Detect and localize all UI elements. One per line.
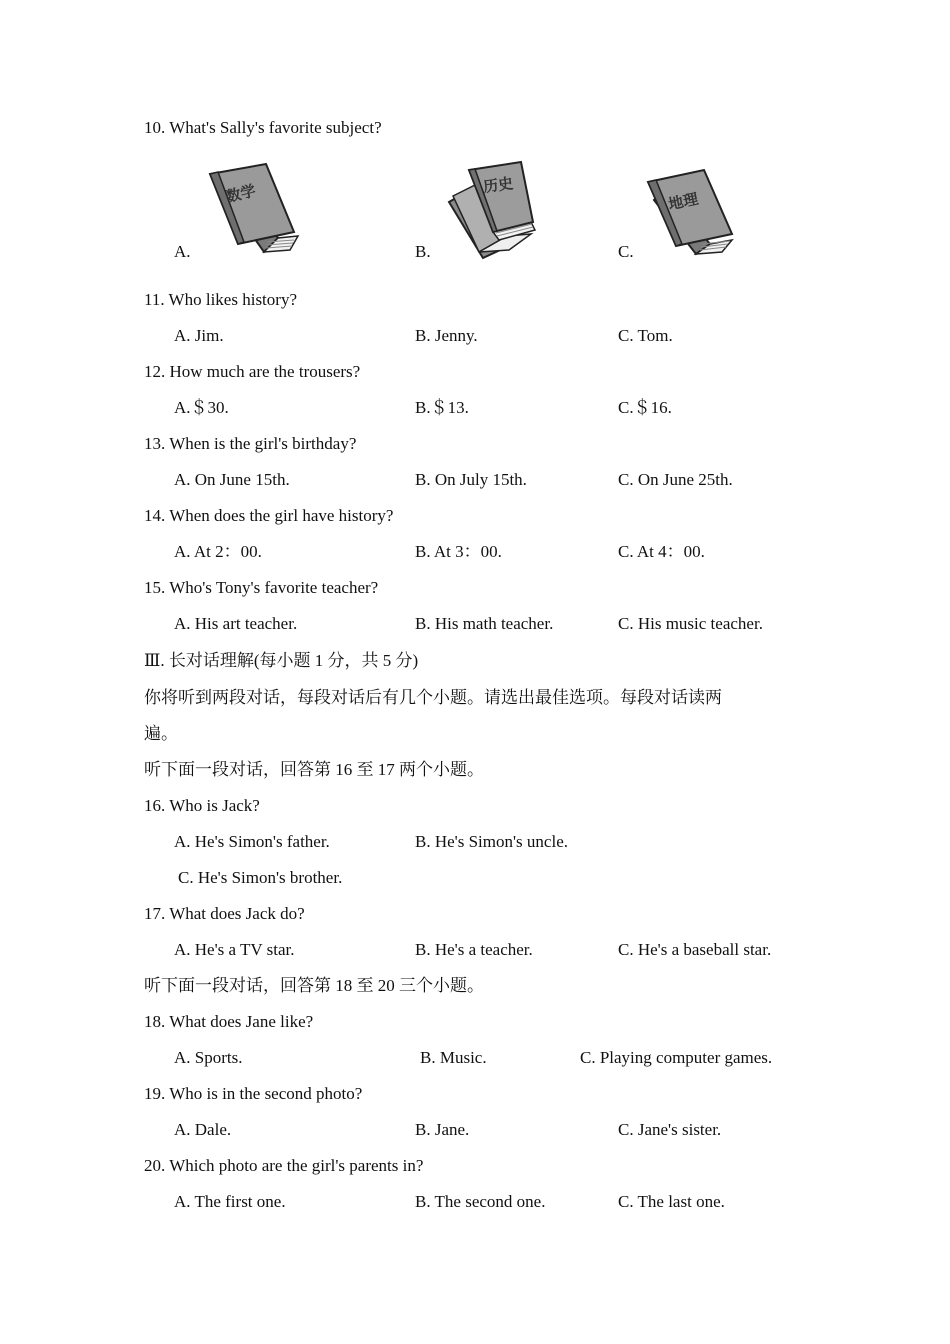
q16-option-c[interactable]: C. He's Simon's brother. [178, 868, 343, 887]
q11-option-b[interactable]: B. Jenny. [415, 326, 478, 345]
q12-option-a[interactable]: A.＄30. [174, 398, 229, 417]
dialog-2-intro: 听下面一段对话，回答第 18 至 20 三个小题。 [144, 976, 484, 995]
section-3-heading: Ⅲ. 长对话理解(每小题 1 分，共 5 分) [144, 651, 419, 670]
q16-option-b[interactable]: B. He's Simon's uncle. [415, 832, 568, 851]
q10-option-b-letter: B. [415, 242, 431, 261]
q20-option-a[interactable]: A. The first one. [174, 1192, 286, 1211]
question-16-stem: 16. Who is Jack? [144, 796, 260, 815]
q10-option-c-letter: C. [618, 242, 634, 261]
question-10-stem: 10. What's Sally's favorite subject? [144, 118, 382, 137]
math-book-label: 数学 [224, 181, 258, 207]
q18-option-b[interactable]: B. Music. [420, 1048, 487, 1067]
q20-option-b[interactable]: B. The second one. [415, 1192, 546, 1211]
geography-book-icon [644, 160, 744, 260]
q14-option-b[interactable]: B. At 3：00. [415, 542, 502, 561]
section-3-instruction-line2: 遍。 [144, 724, 178, 743]
q15-option-a[interactable]: A. His art teacher. [174, 614, 298, 633]
question-20-stem: 20. Which photo are the girl's parents in? [144, 1156, 424, 1175]
q19-option-b[interactable]: B. Jane. [415, 1120, 470, 1139]
q17-option-c[interactable]: C. He's a baseball star. [618, 940, 772, 959]
math-book-icon [204, 160, 304, 260]
q18-option-a[interactable]: A. Sports. [174, 1048, 243, 1067]
q16-option-a[interactable]: A. He's Simon's father. [174, 832, 330, 851]
q10-option-b[interactable] [415, 160, 555, 268]
q13-option-c[interactable]: C. On June 25th. [618, 470, 733, 489]
q13-option-a[interactable]: A. On June 15th. [174, 470, 290, 489]
history-books-icon [447, 160, 547, 260]
question-11-stem: 11. Who likes history? [144, 290, 297, 309]
q17-option-b[interactable]: B. He's a teacher. [415, 940, 533, 959]
q18-option-c[interactable]: C. Playing computer games. [580, 1048, 773, 1067]
q12-option-c[interactable]: C.＄16. [618, 398, 672, 417]
q11-option-c[interactable]: C. Tom. [618, 326, 673, 345]
q17-option-a[interactable]: A. He's a TV star. [174, 940, 295, 959]
question-12-stem: 12. How much are the trousers? [144, 362, 361, 381]
q12-option-b[interactable]: B.＄13. [415, 398, 469, 417]
q13-option-b[interactable]: B. On July 15th. [415, 470, 527, 489]
q15-option-c[interactable]: C. His music teacher. [618, 614, 763, 633]
q10-option-c[interactable] [618, 160, 758, 268]
q10-option-a[interactable] [174, 160, 314, 268]
question-18-stem: 18. What does Jane like? [144, 1012, 314, 1031]
q11-option-a[interactable]: A. Jim. [174, 326, 224, 345]
question-15-stem: 15. Who's Tony's favorite teacher? [144, 578, 379, 597]
dialog-1-intro: 听下面一段对话，回答第 16 至 17 两个小题。 [144, 760, 484, 779]
question-17-stem: 17. What does Jack do? [144, 904, 305, 923]
q10-option-a-letter: A. [174, 242, 191, 261]
question-14-stem: 14. When does the girl have history? [144, 506, 394, 525]
question-19-stem: 19. Who is in the second photo? [144, 1084, 363, 1103]
geography-book-label: 地理 [666, 189, 700, 214]
section-3-instruction-line1: 你将听到两段对话，每段对话后有几个小题。请选出最佳选项。每段对话读两 [144, 688, 722, 707]
q15-option-b[interactable]: B. His math teacher. [415, 614, 554, 633]
q20-option-c[interactable]: C. The last one. [618, 1192, 725, 1211]
q19-option-a[interactable]: A. Dale. [174, 1120, 232, 1139]
history-book-label: 历史 [482, 174, 515, 197]
question-13-stem: 13. When is the girl's birthday? [144, 434, 357, 453]
q14-option-a[interactable]: A. At 2：00. [174, 542, 262, 561]
q14-option-c[interactable]: C. At 4：00. [618, 542, 705, 561]
q19-option-c[interactable]: C. Jane's sister. [618, 1120, 722, 1139]
